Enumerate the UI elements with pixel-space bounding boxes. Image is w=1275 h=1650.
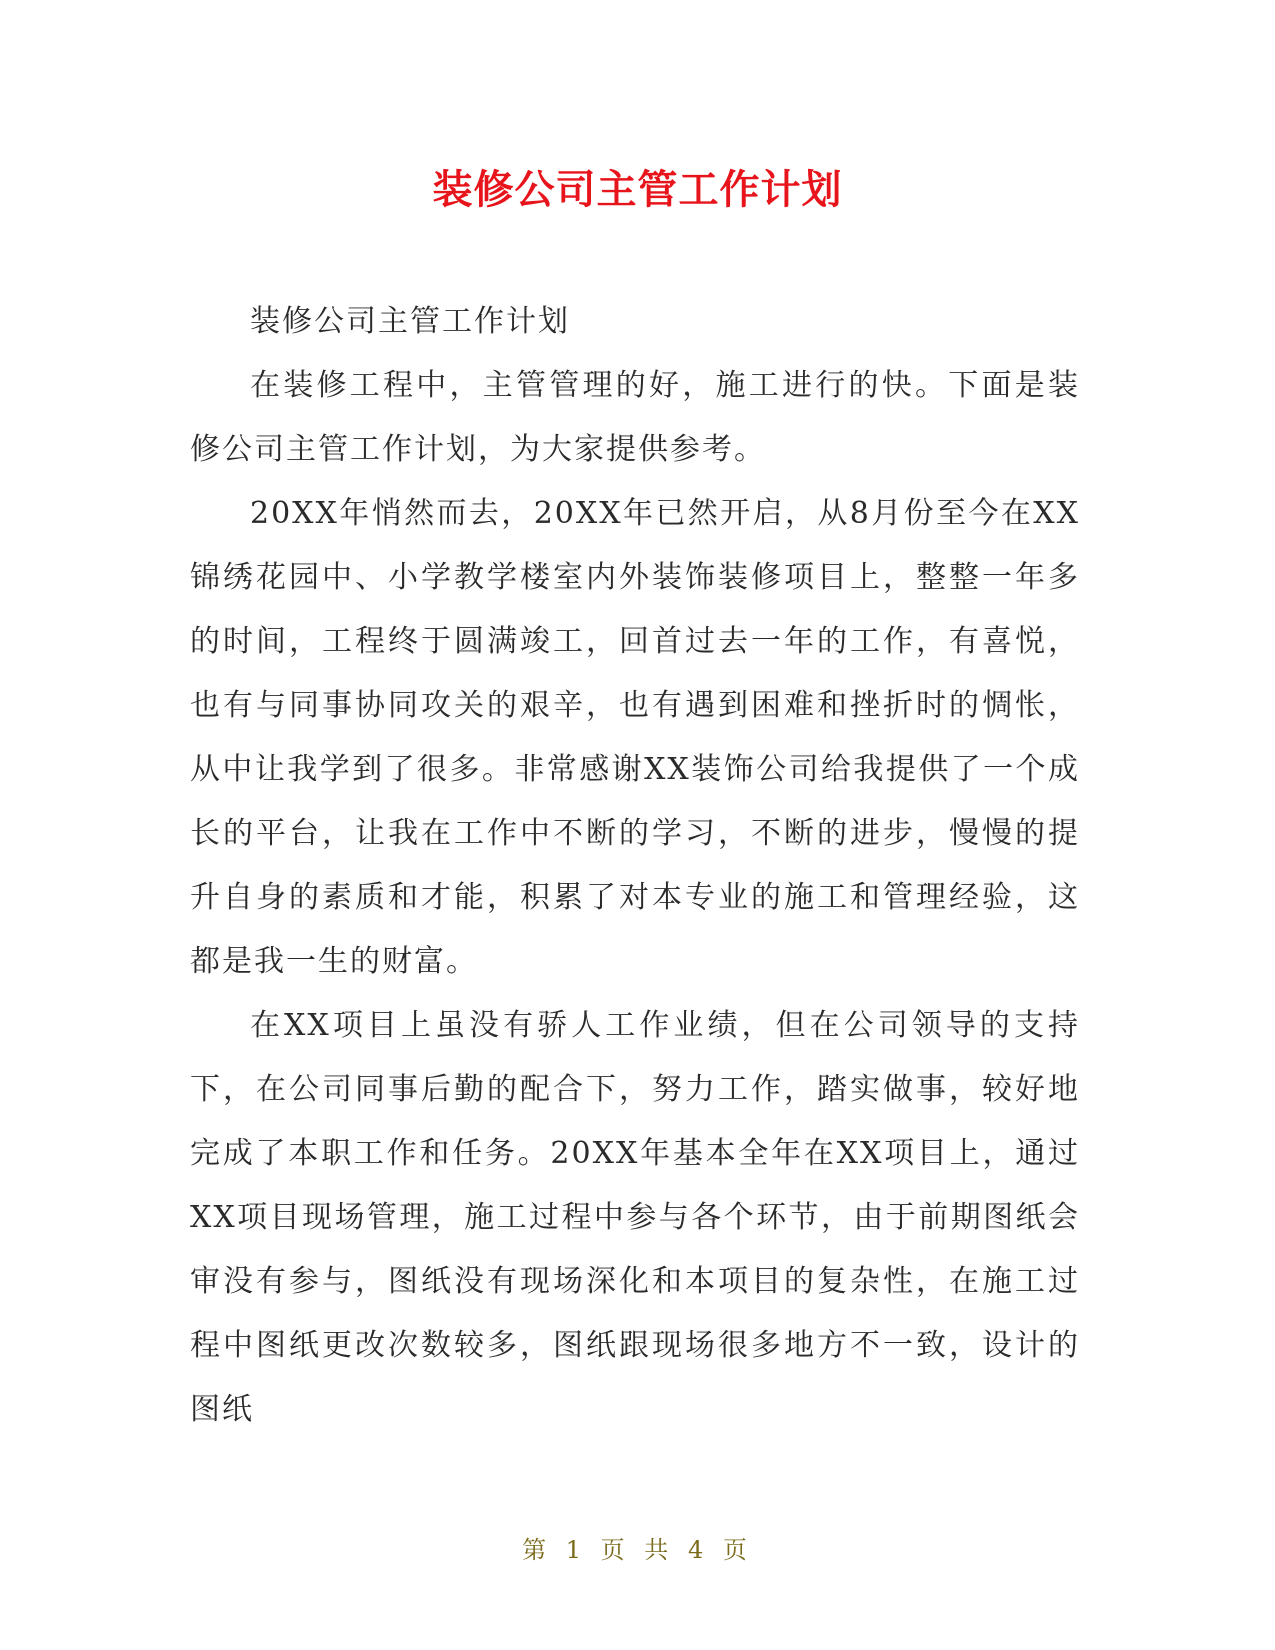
paragraph-project: 在XX项目上虽没有骄人工作业绩，但在公司领导的支持下，在公司同事后勤的配合下，努力工作，踏实做事，较好地完成了本职工作和任务。20XX年基本全年在XX项目上，通过XX项目现场管理，施工过程中参与各个环节，由于前期图纸会审没有参与，图纸没有现场深化和本项目的复杂性，在施工过程中图纸更改次数较多，图纸跟现场很多地方不一致，设计的图纸 <box>190 1008 1080 1427</box>
paragraph-intro: 在装修工程中，主管管理的好，施工进行的快。下面是装修公司主管工作计划，为大家提供参考。 <box>190 368 1080 467</box>
paragraph-subtitle: 装修公司主管工作计划 <box>250 304 570 339</box>
document-body <box>190 290 1080 1442</box>
paragraph-review: 20XX年悄然而去，20XX年已然开启，从8月份至今在XX锦绣花园中、小学教学楼室内外装饰装修项目上，整整一年多的时间，工程终于圆满竣工，回首过去一年的工作，有喜悦，也有与同事协同攻关的艰辛，也有遇到困难和挫折时的惆怅，从中让我学到了很多。非常感谢XX装饰公司给我提供了一个成长的平台，让我在工作中不断的学习，不断的进步，慢慢的提升自身的素质和才能，积累了对本专业的施工和管理经验，这都是我一生的财富。 <box>190 496 1080 979</box>
document-title: 装修公司主管工作计划 <box>432 167 843 213</box>
page-footer: 第 1 页 共 4 页 <box>522 1536 753 1564</box>
